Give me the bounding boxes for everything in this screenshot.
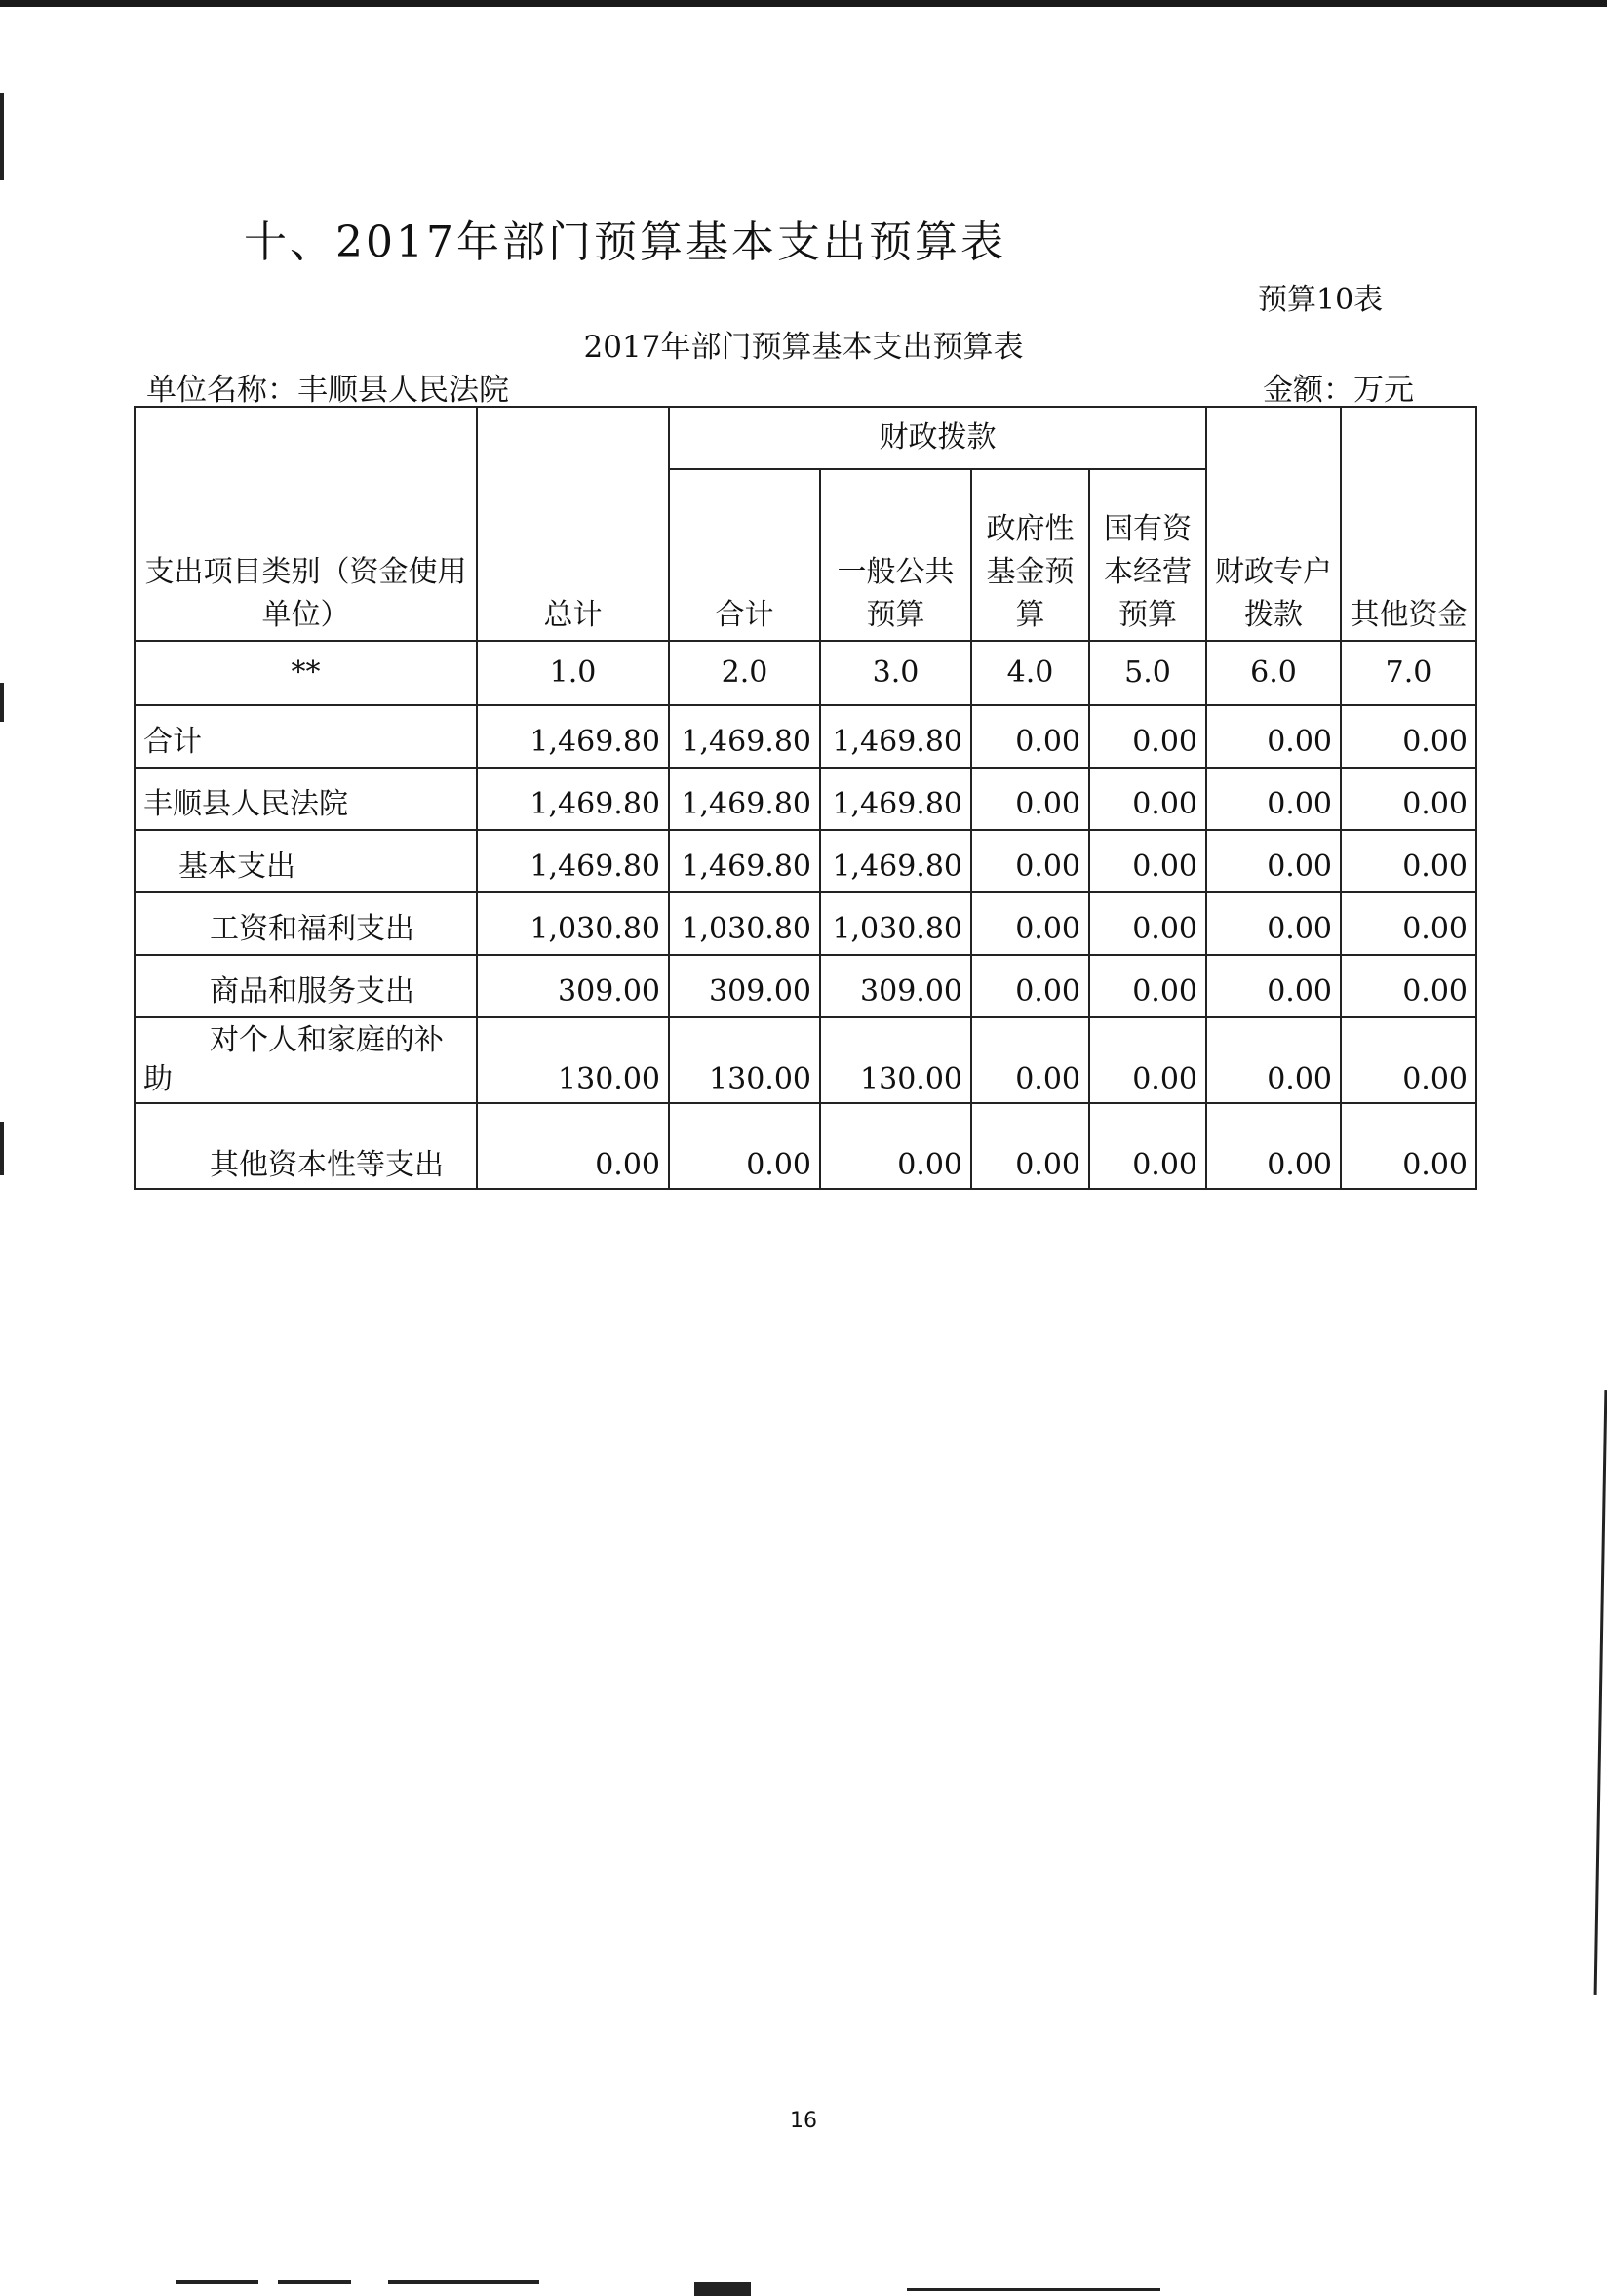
index-cell: 1.0: [477, 641, 669, 705]
index-cell: 7.0: [1341, 641, 1476, 705]
cell-general-budget: 130.00: [820, 1017, 971, 1103]
cell-fiscal-subtotal: 0.00: [669, 1103, 820, 1189]
cell-state-capital: 0.00: [1089, 955, 1206, 1017]
cell-state-capital: 0.00: [1089, 1017, 1206, 1103]
cell-special-account: 0.00: [1206, 892, 1341, 955]
cell-special-account: 0.00: [1206, 955, 1341, 1017]
table-row: [135, 768, 1476, 830]
cell-other-funds: 0.00: [1341, 892, 1476, 955]
table-row: [135, 705, 1476, 768]
cell-special-account: 0.00: [1206, 768, 1341, 830]
cell-fiscal-subtotal: 1,030.80: [669, 892, 820, 955]
scan-top-border: [0, 0, 1607, 7]
cell-fiscal-subtotal: 130.00: [669, 1017, 820, 1103]
scan-bottom-mark: [176, 2280, 258, 2284]
cell-total: 309.00: [477, 955, 669, 1017]
cell-fiscal-subtotal: 1,469.80: [669, 705, 820, 768]
row-name: 商品和服务支出: [135, 955, 477, 1017]
header-special-account: 财政专户拨款: [1206, 407, 1341, 641]
index-row: [135, 641, 1476, 705]
header-fiscal-group: 财政拨款: [669, 407, 1206, 469]
index-cell: 3.0: [820, 641, 971, 705]
cell-general-budget: 309.00: [820, 955, 971, 1017]
header-row: [135, 407, 1476, 469]
index-cell: **: [135, 641, 477, 705]
table-row: [135, 892, 1476, 955]
header-item-category: 支出项目类别（资金使用单位）: [135, 407, 477, 641]
header-fiscal-subtotal: 合计: [669, 469, 820, 641]
cell-other-funds: 0.00: [1341, 830, 1476, 892]
table-row: [135, 955, 1476, 1017]
amount-unit-label: 金额：万元: [1263, 373, 1414, 408]
scan-bottom-mark: [907, 2288, 1160, 2291]
cell-other-funds: 0.00: [1341, 768, 1476, 830]
row-name: [135, 1103, 477, 1189]
cell-gov-fund: 0.00: [971, 1017, 1089, 1103]
header-total: 总计: [477, 407, 669, 641]
cell-state-capital: 0.00: [1089, 768, 1206, 830]
table-number: 预算10表: [1258, 283, 1384, 317]
cell-fiscal-subtotal: 309.00: [669, 955, 820, 1017]
scan-bottom-mark: [694, 2282, 751, 2296]
header-general-budget: 一般公共预算: [820, 469, 971, 641]
row-name-text: 其他资本性等支出: [210, 1148, 444, 1182]
cell-gov-fund: 0.00: [971, 892, 1089, 955]
cell-total: 1,469.80: [477, 768, 669, 830]
row-name-text: 对个人和家庭的补助: [143, 1023, 444, 1096]
index-cell: 2.0: [669, 641, 820, 705]
row-name: 丰顺县人民法院: [135, 768, 477, 830]
cell-state-capital: 0.00: [1089, 830, 1206, 892]
scan-right-edge-line: [1594, 1390, 1607, 1995]
cell-total: 1,469.80: [477, 705, 669, 768]
scan-bottom-mark: [388, 2280, 539, 2284]
page-number: 16: [790, 2109, 817, 2133]
cell-special-account: 0.00: [1206, 1103, 1341, 1189]
index-cell: 5.0: [1089, 641, 1206, 705]
table-row: [135, 830, 1476, 892]
page-heading: 十、2017年部门预算基本支出预算表: [244, 218, 1006, 267]
row-name: 基本支出: [135, 830, 477, 892]
cell-general-budget: 1,469.80: [820, 830, 971, 892]
cell-other-funds: 0.00: [1341, 1103, 1476, 1189]
cell-gov-fund: 0.00: [971, 955, 1089, 1017]
cell-total: 1,030.80: [477, 892, 669, 955]
cell-general-budget: 1,030.80: [820, 892, 971, 955]
cell-total: 130.00: [477, 1017, 669, 1103]
budget-table: [134, 406, 1477, 1190]
row-name: 合计: [135, 705, 477, 768]
header-other-funds: 其他资金: [1341, 407, 1476, 641]
scan-left-edge-mark: [0, 1122, 4, 1175]
cell-state-capital: 0.00: [1089, 892, 1206, 955]
cell-special-account: 0.00: [1206, 830, 1341, 892]
cell-total: 1,469.80: [477, 830, 669, 892]
cell-total: 0.00: [477, 1103, 669, 1189]
cell-general-budget: 0.00: [820, 1103, 971, 1189]
index-cell: 6.0: [1206, 641, 1341, 705]
row-name: [135, 1017, 477, 1103]
cell-other-funds: 0.00: [1341, 955, 1476, 1017]
cell-special-account: 0.00: [1206, 1017, 1341, 1103]
cell-general-budget: 1,469.80: [820, 705, 971, 768]
cell-fiscal-subtotal: 1,469.80: [669, 768, 820, 830]
scan-bottom-mark: [278, 2280, 351, 2284]
cell-gov-fund: 0.00: [971, 705, 1089, 768]
table-title: 2017年部门预算基本支出预算表: [583, 330, 1024, 365]
cell-gov-fund: 0.00: [971, 830, 1089, 892]
cell-state-capital: 0.00: [1089, 705, 1206, 768]
unit-name-label: 单位名称：丰顺县人民法院: [146, 373, 509, 408]
cell-general-budget: 1,469.80: [820, 768, 971, 830]
row-name: 工资和福利支出: [135, 892, 477, 955]
cell-other-funds: 0.00: [1341, 1017, 1476, 1103]
cell-state-capital: 0.00: [1089, 1103, 1206, 1189]
cell-special-account: 0.00: [1206, 705, 1341, 768]
table-row: [135, 1017, 1476, 1103]
cell-gov-fund: 0.00: [971, 1103, 1089, 1189]
scan-left-edge-mark: [0, 93, 4, 180]
cell-other-funds: 0.00: [1341, 705, 1476, 768]
index-cell: 4.0: [971, 641, 1089, 705]
header-state-capital: 国有资本经营预算: [1089, 469, 1206, 641]
scan-left-edge-mark: [0, 683, 4, 722]
cell-gov-fund: 0.00: [971, 768, 1089, 830]
header-gov-fund: 政府性基金预算: [971, 469, 1089, 641]
table-row: [135, 1103, 1476, 1189]
cell-fiscal-subtotal: 1,469.80: [669, 830, 820, 892]
